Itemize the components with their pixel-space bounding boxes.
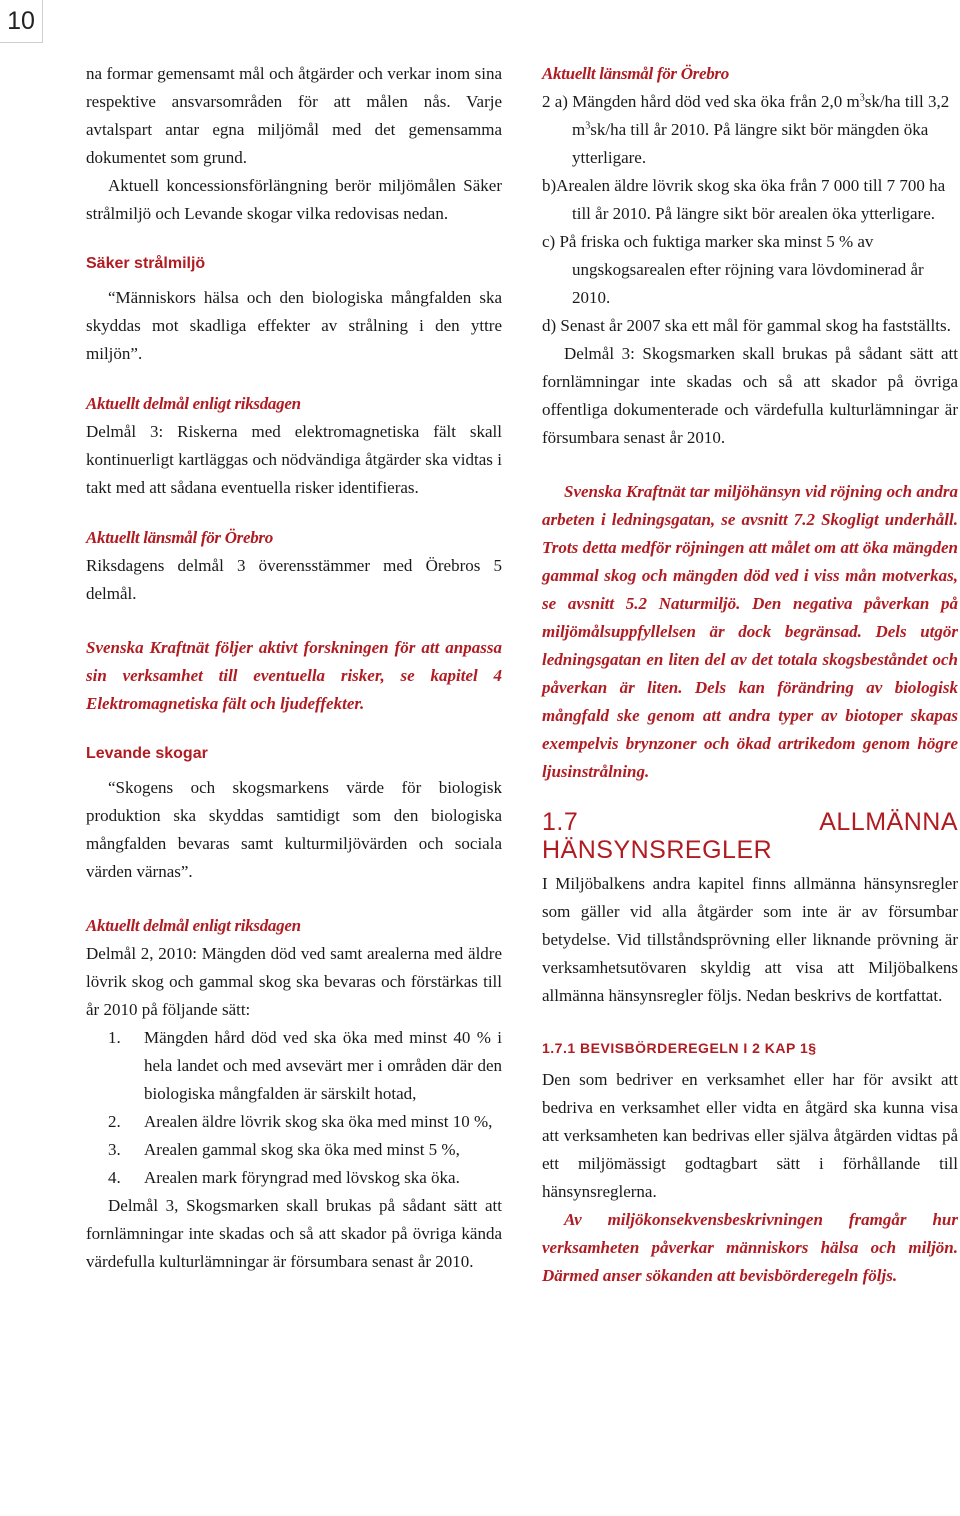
delmal-2-text: Delmål 2, 2010: Mängden död ved samt arealerna med äldre lövrik skog och gammal skog ska bevaras och förstärkas till år 2010 på följande sätt: — [86, 944, 502, 1019]
heading-delmal-riksdagen-1: Aktuellt delmål enligt riksdagen — [86, 394, 301, 413]
heading-lansmal-1: Aktuellt länsmål för Örebro — [86, 528, 273, 547]
list-item — [86, 1136, 502, 1164]
levande-skogar-quote: “Skogens och skogsmarkens värde för biologisk produktion ska skyddas samtidigt som den biologiska mångfalden bevaras samt kulturmiljövärden och sociala värden värnas”. — [86, 778, 502, 881]
item-a-part-2: sk/ha till 3,2 m — [572, 92, 950, 139]
section-heading-1-7: 1.7 ALLMÄNNA HÄNSYNSREGLER — [542, 808, 958, 864]
mkb-conclusion: Av miljökonsekvensbeskrivningen framgår hur verksamheten påverkar människors hälsa och miljön. Därmed anser sökanden att bevisbörderegeln följs. — [542, 1210, 958, 1285]
intro-paragraph: na formar gemensamt mål och åtgärder och verkar inom sina respektive ansvarsområden för att målen nås. Varje avtalspart antar egna miljömål med det gemensamma dokumentet som grund. — [86, 64, 502, 167]
list-item-number: 1. — [108, 1028, 121, 1047]
delmal-1-text: Delmål 3: Riskerna med elektromagnetiska fält skall kontinuerligt kartläggas och nödvändiga åtgärder ska vidtas i takt med att sådana eventuella risker identifieras. — [86, 422, 502, 497]
list-item — [86, 1108, 502, 1136]
list-item-text: Arealen äldre lövrik skog ska öka med minst 10 %, — [144, 1112, 493, 1131]
lansmal-item-b: b)Arealen äldre lövrik skog ska öka från 7 000 till 7 700 ha till år 2010. På längre sikt bör arealen öka ytterligare. — [542, 176, 946, 223]
lansmal-item-c: c) På friska och fuktiga marker ska minst 5 % av ungskogsarealen efter röjning vara lövdominerad år 2010. — [542, 232, 924, 307]
heading-lansmal-2: Aktuellt länsmål för Örebro — [542, 64, 729, 83]
list-item-text: Mängden hård död ved ska öka med minst 40 % i hela landet och med avsevärt mer i områden där den biologiska mångfalden är särskilt hotad, — [144, 1028, 502, 1103]
lansmal-item-a — [542, 88, 958, 172]
list-item-text: Arealen gammal skog ska öka med minst 5 %, — [144, 1140, 460, 1159]
list-item — [86, 1024, 502, 1108]
list-item-text: Arealen mark föryngrad med lövskog ska öka. — [144, 1168, 460, 1187]
left-column — [86, 60, 502, 1276]
list-item-number: 3. — [108, 1140, 121, 1159]
right-column — [542, 60, 958, 1290]
heading-levande-skogar: Levande skogar — [86, 745, 208, 762]
list-item — [86, 1164, 502, 1192]
section-heading-1-7-1: 1.7.1 BEVISBÖRDEREGELN I 2 KAP 1§ — [542, 1040, 817, 1056]
intro-paragraph-2: Aktuell koncessionsförlängning berör miljömålen Säker strålmiljö och Levande skogar vilka redovisas nedan. — [86, 176, 502, 223]
page-number: 10 — [0, 0, 43, 43]
delmal-3-right-text: Delmål 3: Skogsmarken skall brukas på sådant sätt att fornlämningar inte skadas och så att skador på övriga offentliga dokumenterade och värdefulla kulturlämningar är försumbara senast år 2010. — [542, 344, 958, 447]
section-1-7-1-text: Den som bedriver en verksamhet eller har för avsikt att bedriva en verksamhet eller vidta en åtgärd ska kunna visa att verksamheten kan bedrivas eller själva åtgärden vidtas på ett miljömässigt godtagbart sätt i förhållande till hänsynsreglerna. — [542, 1070, 958, 1201]
item-a-part-1: 2 a) Mängden hård död ved ska öka från 2,0 m — [542, 92, 860, 111]
item-a-part-3: sk/ha till år 2010. På längre sikt bör mängden öka ytterligare. — [572, 120, 929, 167]
superscript-3: 3 — [585, 120, 591, 132]
saker-stralmiljo-quote: “Människors hälsa och den biologiska mångfalden ska skyddas mot skadliga effekter av strålning i den yttre miljön”. — [86, 288, 502, 363]
delmal-3-text: Delmål 3, Skogsmarken skall brukas på sådant sätt att fornlämningar inte skadas och så att skador på övriga kända värdefulla kulturlämningar är försumbara senast år 2010. — [86, 1196, 502, 1271]
list-item-number: 4. — [108, 1168, 121, 1187]
lansmal-1-text: Riksdagens delmål 3 överensstämmer med Örebros 5 delmål. — [86, 556, 502, 603]
section-1-7-text: I Miljöbalkens andra kapitel finns allmänna hänsynsregler som gäller vid alla åtgärder som inte är av försumbar betydelse. Vid tillståndsprövning eller liknande prövning är verksamhetsutövaren skyldig att visa att Miljöbalkens allmänna hänsynsregler följs. Nedan beskrivs de kortfattat. — [542, 874, 958, 1005]
lansmal-item-d: d) Senast år 2007 ska ett mål för gammal skog ha fastställts. — [542, 316, 951, 335]
heading-delmal-riksdagen-2: Aktuellt delmål enligt riksdagen — [86, 916, 301, 935]
svenska-kraftnat-note-1: Svenska Kraftnät följer aktivt forskningen för att anpassa sin verksamhet till eventuella risker, se kapitel 4 Elektromagnetiska fält och ljudeffekter. — [86, 638, 502, 713]
list-item-number: 2. — [108, 1112, 121, 1131]
superscript-3: 3 — [859, 92, 865, 104]
heading-saker-stralmiljo: Säker strålmiljö — [86, 255, 206, 272]
svenska-kraftnat-note-2: Svenska Kraftnät tar miljöhänsyn vid röjning och andra arbeten i ledningsgatan, se avsnitt 7.2 Skogligt underhåll. Trots detta medför röjningen att målet om att öka mängden gammal skog och mängden död ved i viss mån motverkas, se avsnitt 5.2 Naturmiljö. Den negativa påverkan på miljömålsuppfyllelsen är dock begränsad. Dels utgör ledningsgatan en liten del av det totala skogsbeståndet och påverkan är liten. Dels kan förändring av biologisk mångfald ske genom att andra typer av biotoper skapas exempelvis brynzoner och ökad artrikedom genom högre ljusinstrålning. — [542, 482, 958, 781]
